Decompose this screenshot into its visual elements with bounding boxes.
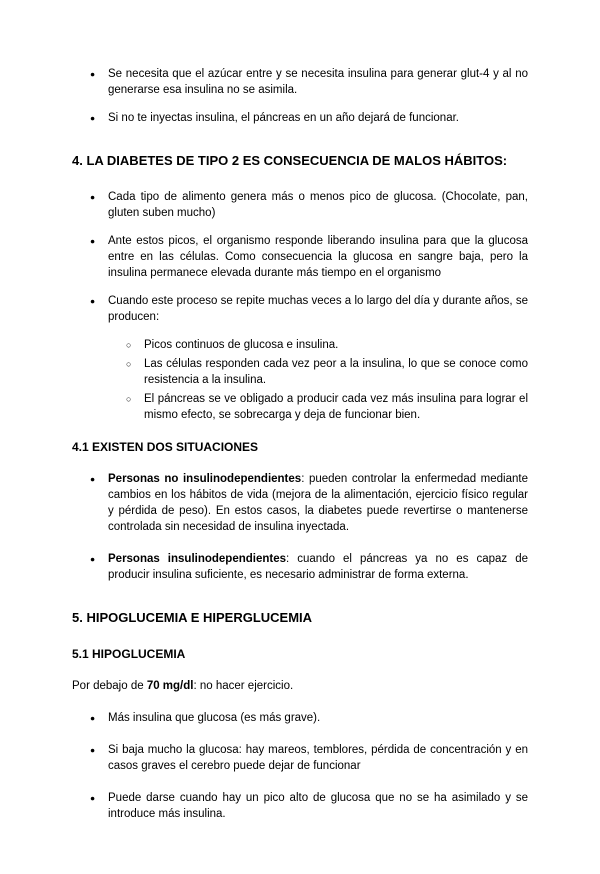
list-item-text: El páncreas se ve obligado a producir cada vez más insulina para lograr el mismo efecto, se sobrecarga y deja de funcionar bien. bbox=[144, 393, 528, 421]
list-item-text bbox=[108, 471, 528, 535]
list-item bbox=[90, 471, 528, 535]
list-item bbox=[90, 293, 528, 325]
list-item bbox=[90, 189, 528, 221]
sub-list-item bbox=[126, 337, 528, 353]
sub-bullet-icon: ○ bbox=[126, 340, 132, 350]
section-heading-5: 5. HIPOGLUCEMIA E HIPERGLUCEMIA bbox=[72, 610, 313, 625]
list-item-text: Si baja mucho la glucosa: hay mareos, temblores, pérdida de concentración y en casos graves el cerebro puede dejar de funcionar bbox=[108, 744, 528, 772]
list-item bbox=[90, 790, 528, 822]
section-heading-5-1: 5.1 HIPOGLUCEMIA bbox=[72, 647, 186, 661]
bullet-icon: ● bbox=[90, 192, 96, 202]
text-run: : pueden controlar la enfermedad mediante cambios en los hábitos de vida (mejora de la alimentación, ejercicio físico regular y pérdida de peso). En estos casos, la diabetes puede revertirse o mantenerse controlada sin necesidad de insulina inyectada. bbox=[108, 473, 528, 533]
list-item-text: Cuando este proceso se repite muchas veces a lo largo del día y durante años, se producen: bbox=[108, 295, 528, 323]
list-item bbox=[90, 233, 528, 281]
list-item-text: Picos continuos de glucosa e insulina. bbox=[144, 339, 339, 351]
bullet-icon: ● bbox=[90, 474, 96, 484]
paragraph bbox=[72, 678, 528, 694]
bullet-icon: ● bbox=[90, 745, 96, 755]
section-heading-4-1: 4.1 EXISTEN DOS SITUACIONES bbox=[72, 440, 259, 454]
text-run: : cuando el páncreas ya no es capaz de producir insulina suficiente, es necesario administrar de forma externa. bbox=[108, 553, 528, 581]
list-item-text bbox=[108, 551, 528, 583]
list-item-text: Se necesita que el azúcar entre y se necesita insulina para generar glut-4 y al no generarse esa insulina no se asimila. bbox=[108, 68, 528, 96]
list-item-text: Las células responden cada vez peor a la insulina, lo que se conoce como resistencia a la insulina. bbox=[144, 358, 528, 386]
text-run: Por debajo de bbox=[72, 680, 147, 692]
bullet-icon: ● bbox=[90, 793, 96, 803]
sub-list-item bbox=[126, 391, 528, 423]
sub-list bbox=[72, 337, 528, 423]
list-item bbox=[90, 742, 528, 774]
text-run: : no hacer ejercicio. bbox=[193, 680, 294, 692]
bullet-icon: ● bbox=[90, 69, 96, 79]
list-item bbox=[90, 710, 528, 726]
bullet-icon: ● bbox=[90, 554, 96, 564]
bold-run: Personas insulinodependientes bbox=[108, 553, 287, 565]
bold-run: Personas no insulinodependientes bbox=[108, 473, 302, 485]
sub-bullet-icon: ○ bbox=[126, 359, 132, 369]
list-item bbox=[90, 551, 528, 583]
list-item-text: Si no te inyectas insulina, el páncreas en un año dejará de funcionar. bbox=[108, 112, 459, 124]
section-heading-4: 4. LA DIABETES DE TIPO 2 ES CONSECUENCIA DE MALOS HÁBITOS: bbox=[72, 153, 508, 168]
sub-bullet-icon: ○ bbox=[126, 394, 132, 404]
bold-run: 70 mg/dl bbox=[146, 680, 194, 692]
list-item-text: Cada tipo de alimento genera más o menos pico de glucosa. (Chocolate, pan, gluten suben mucho) bbox=[108, 191, 528, 219]
bullet-icon: ● bbox=[90, 236, 96, 246]
bullet-icon: ● bbox=[90, 713, 96, 723]
list-item bbox=[90, 66, 528, 98]
list-item-text: Puede darse cuando hay un pico alto de glucosa que no se ha asimilado y se introduce más insulina. bbox=[108, 792, 528, 820]
bullet-icon: ● bbox=[90, 113, 96, 123]
list-item bbox=[90, 110, 528, 126]
sub-list-item bbox=[126, 356, 528, 388]
bullet-icon: ● bbox=[90, 296, 96, 306]
list-item-text: Ante estos picos, el organismo responde liberando insulina para que la glucosa entre en las células. Como consecuencia la glucosa en sangre baja, pero la insulina permanece elevada durante más tiempo en el organismo bbox=[108, 235, 528, 279]
list-item-text: Más insulina que glucosa (es más grave). bbox=[108, 712, 321, 724]
